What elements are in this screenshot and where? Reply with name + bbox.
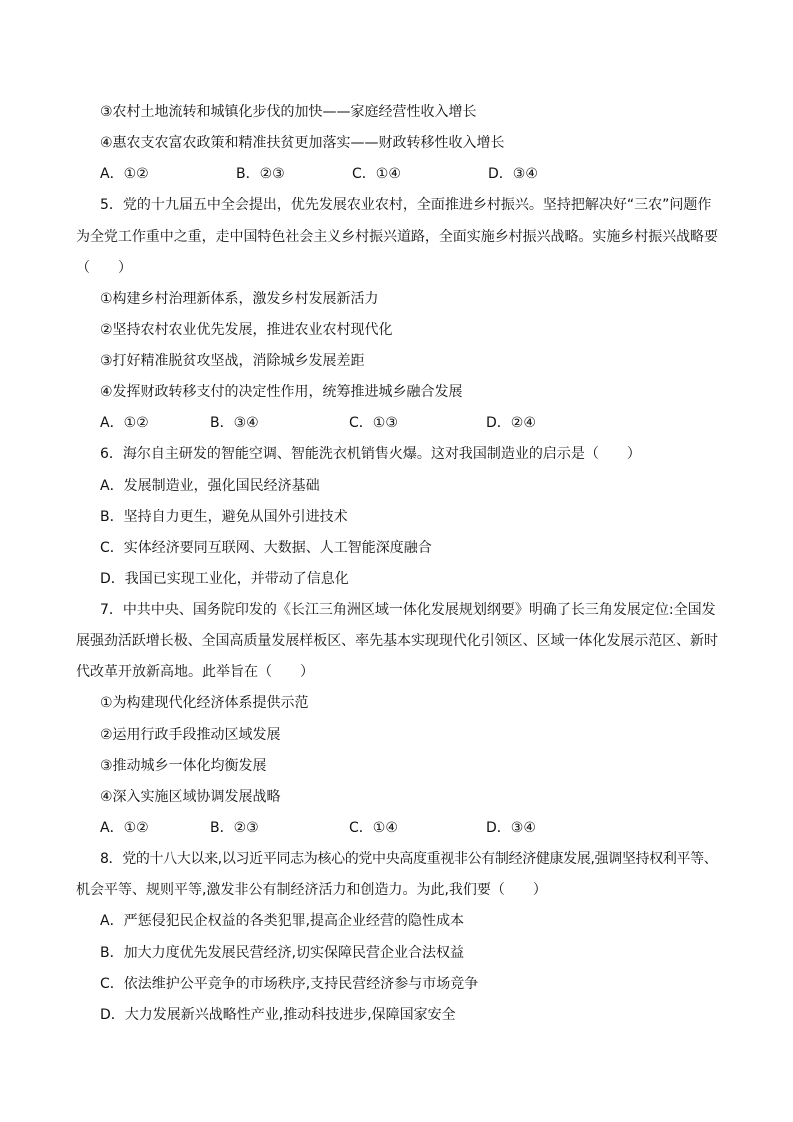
q8-stem-line-2: 机会平等、规则平等,激发非公有制经济活力和创造力。为此,我们要（ ） (76, 882, 547, 898)
q5-item-3: ③打好精准脱贫攻坚战，消除城乡发展差距 (100, 353, 365, 369)
q7-item-4: ④深入实施区域协调发展战略 (100, 789, 281, 805)
q7-item-1: ①为构建现代化经济体系提供示范 (100, 695, 309, 711)
q4-option-d: D．③④ (488, 166, 538, 182)
q7-option-b: B．②③ (210, 820, 259, 836)
q4-option-b: B．②③ (236, 166, 285, 182)
q5-option-a: A．①② (100, 415, 149, 431)
q8-option-d: D．大力发展新兴战略性产业,推动科技进步,保障国家安全 (100, 1007, 456, 1023)
q7-stem-line-3: 代改革开放新高地。此举旨在（ ） (76, 664, 314, 680)
q5-stem-line-2: 为全党工作重中之重，走中国特色社会主义乡村振兴道路，全面实施乡村振兴战略。实施乡村振兴战略要 (76, 229, 718, 245)
q7-option-c: C．①④ (349, 820, 398, 836)
q4-item-4: ④惠农支农富农政策和精准扶贫更加落实——财政转移性收入增长 (100, 135, 505, 151)
q5-item-1: ①构建乡村治理新体系，激发乡村发展新活力 (100, 291, 379, 307)
q6-option-c: C．实体经济要同互联网、大数据、人工智能深度融合 (100, 540, 432, 556)
q5-option-d: D．②④ (486, 415, 536, 431)
q5-item-2: ②坚持农村农业优先发展，推进农业农村现代化 (100, 322, 393, 338)
q5-item-4: ④发挥财政转移支付的决定性作用，统筹推进城乡融合发展 (100, 384, 463, 400)
q5-stem-line-1: 5．党的十九届五中全会提出，优先发展农业农村，全面推进乡村振兴。坚持把解决好“三农”问题作 (100, 197, 712, 213)
q8-option-a: A．严惩侵犯民企权益的各类犯罪,提高企业经营的隐性成本 (100, 913, 465, 929)
q6-option-d: D．我国已实现工业化，并带动了信息化 (100, 571, 349, 587)
q6-option-a: A．发展制造业，强化国民经济基础 (100, 478, 320, 494)
q6-option-b: B．坚持自力更生，避免从国外引进技术 (100, 509, 348, 525)
q5-option-c: C．①③ (349, 415, 398, 431)
q8-option-c: C．依法维护公平竞争的市场秩序,支持民营经济参与市场竞争 (100, 976, 479, 992)
q5-option-b: B．③④ (210, 415, 259, 431)
q7-option-a: A．①② (100, 820, 149, 836)
q4-item-3: ③农村土地流转和城镇化步伐的加快——家庭经营性收入增长 (100, 104, 477, 120)
q7-item-3: ③推动城乡一体化均衡发展 (100, 758, 267, 774)
q4-option-c: C．①④ (352, 166, 401, 182)
q8-stem-line-1: 8．党的十八大以来,以习近平同志为核心的党中央高度重视非公有制经济健康发展,强调坚持权利平等、 (100, 851, 718, 867)
q7-stem-line-1: 7．中共中央、国务院印发的《长江三角洲区域一体化发展规划纲要》明确了长三角发展定位:全国发 (100, 602, 716, 618)
q6-stem: 6．海尔自主研发的智能空调、智能洗衣机销售火爆。这对我国制造业的启示是（ ） (100, 446, 641, 462)
q8-option-b: B．加大力度优先发展民营经济,切实保障民营企业合法权益 (100, 945, 465, 961)
q4-option-a: A．①② (100, 166, 149, 182)
q7-item-2: ②运用行政手段推动区域发展 (100, 727, 281, 743)
q5-answer-blank: （ ） (76, 260, 132, 276)
q7-stem-line-2: 展强劲活跃增长极、全国高质量发展样板区、率先基本实现现代化引领区、区域一体化发展示范区、新时 (76, 633, 718, 649)
q7-option-d: D．③④ (486, 820, 536, 836)
